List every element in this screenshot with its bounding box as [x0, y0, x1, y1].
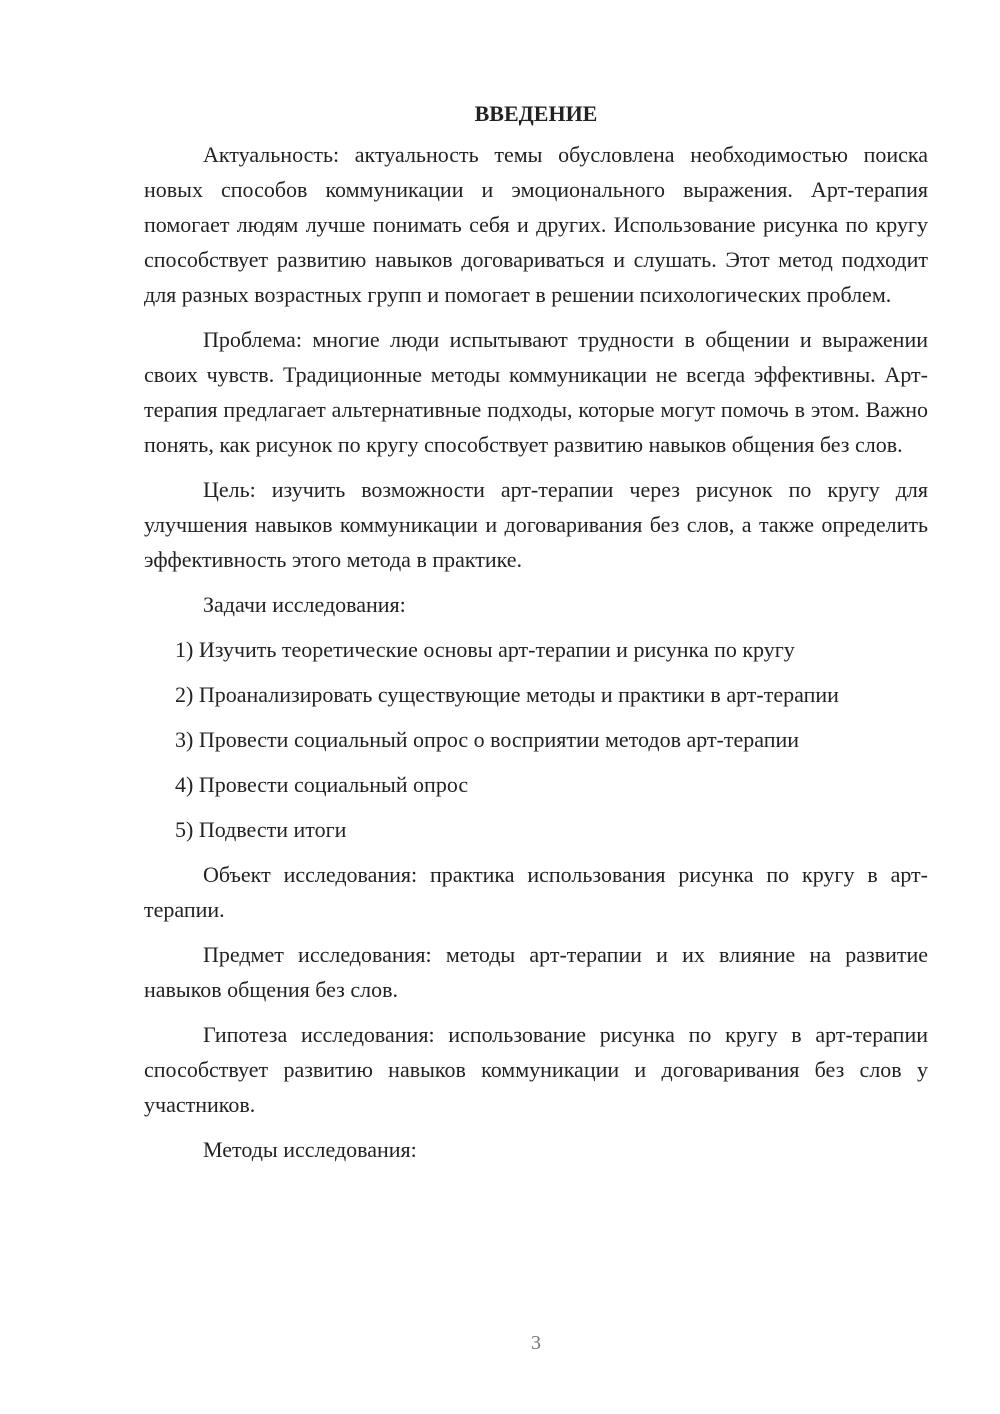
subject-paragraph: Предмет исследования: методы арт-терапии и их влияние на развитие навыков общения без слов.: [144, 942, 928, 1002]
hypothesis-paragraph: Гипотеза исследования: использование рисунка по кругу в арт-терапии способствует развитию навыков коммуникации и договаривания без слов у участников.: [144, 1022, 928, 1117]
task-item-3: 3) Провести социальный опрос о восприятии методов арт-терапии: [175, 727, 800, 752]
task-item-4: 4) Провести социальный опрос: [175, 772, 469, 797]
methods-heading: Методы исследования:: [203, 1137, 417, 1162]
relevance-paragraph: Актуальность: актуальность темы обусловлена необходимостью поиска новых способов коммуникации и эмоционального выражения. Арт-терапия помогает людям лучше понимать себя и других. Использование рисунка по кругу способствует развитию навыков договариваться и слушать. Этот метод подходит для разных возрастных групп и помогает в решении психологических проблем.: [144, 142, 928, 307]
task-item-5: 5) Подвести итоги: [175, 817, 347, 842]
section-title: ВВЕДЕНИЕ: [474, 101, 598, 126]
problem-paragraph: Проблема: многие люди испытывают трудности в общении и выражении своих чувств. Традиционные методы коммуникации не всегда эффективны. Арт-терапия предлагает альтернативные подходы, которые могут помочь в этом. Важно понять, как рисунок по кругу способствует развитию навыков общения без слов.: [144, 327, 928, 457]
tasks-heading: Задачи исследования:: [203, 592, 406, 617]
object-paragraph: Объект исследования: практика использования рисунка по кругу в арт-терапии.: [144, 862, 928, 922]
task-item-2: 2) Проанализировать существующие методы и практики в арт-терапии: [175, 682, 839, 707]
goal-paragraph: Цель: изучить возможности арт-терапии через рисунок по кругу для улучшения навыков коммуникации и договаривания без слов, а также определить эффективность этого метода в практике.: [144, 477, 928, 572]
task-item-1: 1) Изучить теоретические основы арт-терапии и рисунка по кругу: [175, 637, 795, 662]
document-page: [144, 96, 928, 1177]
page-number: 3: [531, 1332, 541, 1354]
